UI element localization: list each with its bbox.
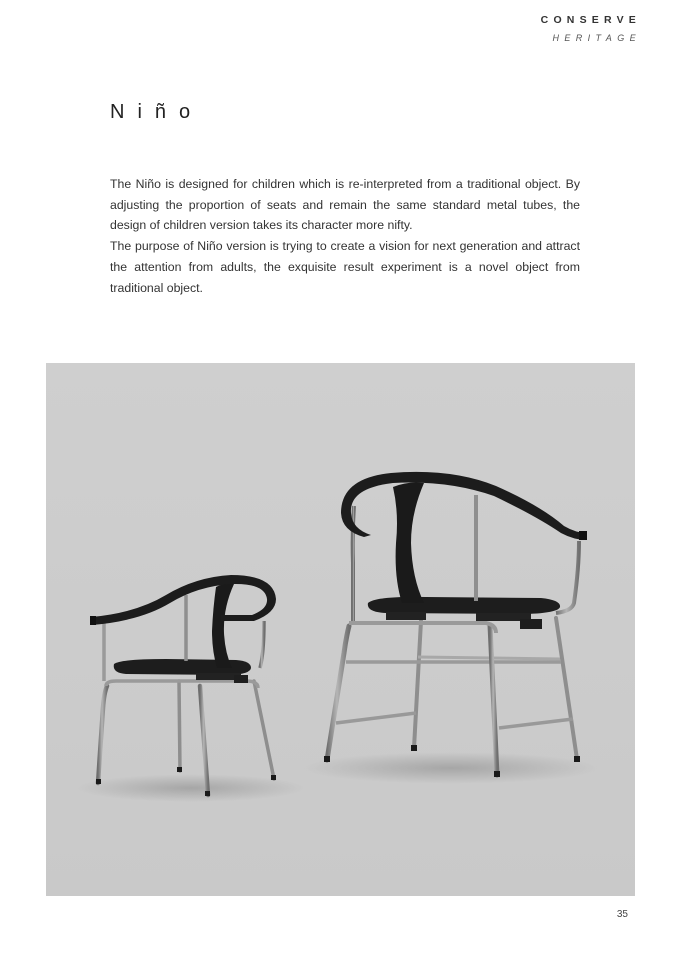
page-number: 35 bbox=[616, 909, 628, 920]
brand-line-heritage: HERITAGE bbox=[552, 33, 641, 43]
product-photo bbox=[46, 363, 635, 896]
chairs-illustration bbox=[46, 363, 635, 896]
description bbox=[110, 174, 580, 298]
description-paragraph-1: The Niño is designed for children which is re-interpreted from a traditional object. By adjusting the proportion of seats and remain the same standard metal tubes, the design of children version takes its character more nifty. bbox=[110, 177, 580, 233]
page-title: Niño bbox=[110, 101, 204, 123]
brand-logo bbox=[540, 14, 641, 43]
brand-line-conserve: CONSERVE bbox=[540, 14, 641, 26]
description-paragraph-2: The purpose of Niño version is trying to create a vision for next generation and attract the attention from adults, the exquisite result experiment is a novel object from traditional object. bbox=[110, 239, 580, 295]
